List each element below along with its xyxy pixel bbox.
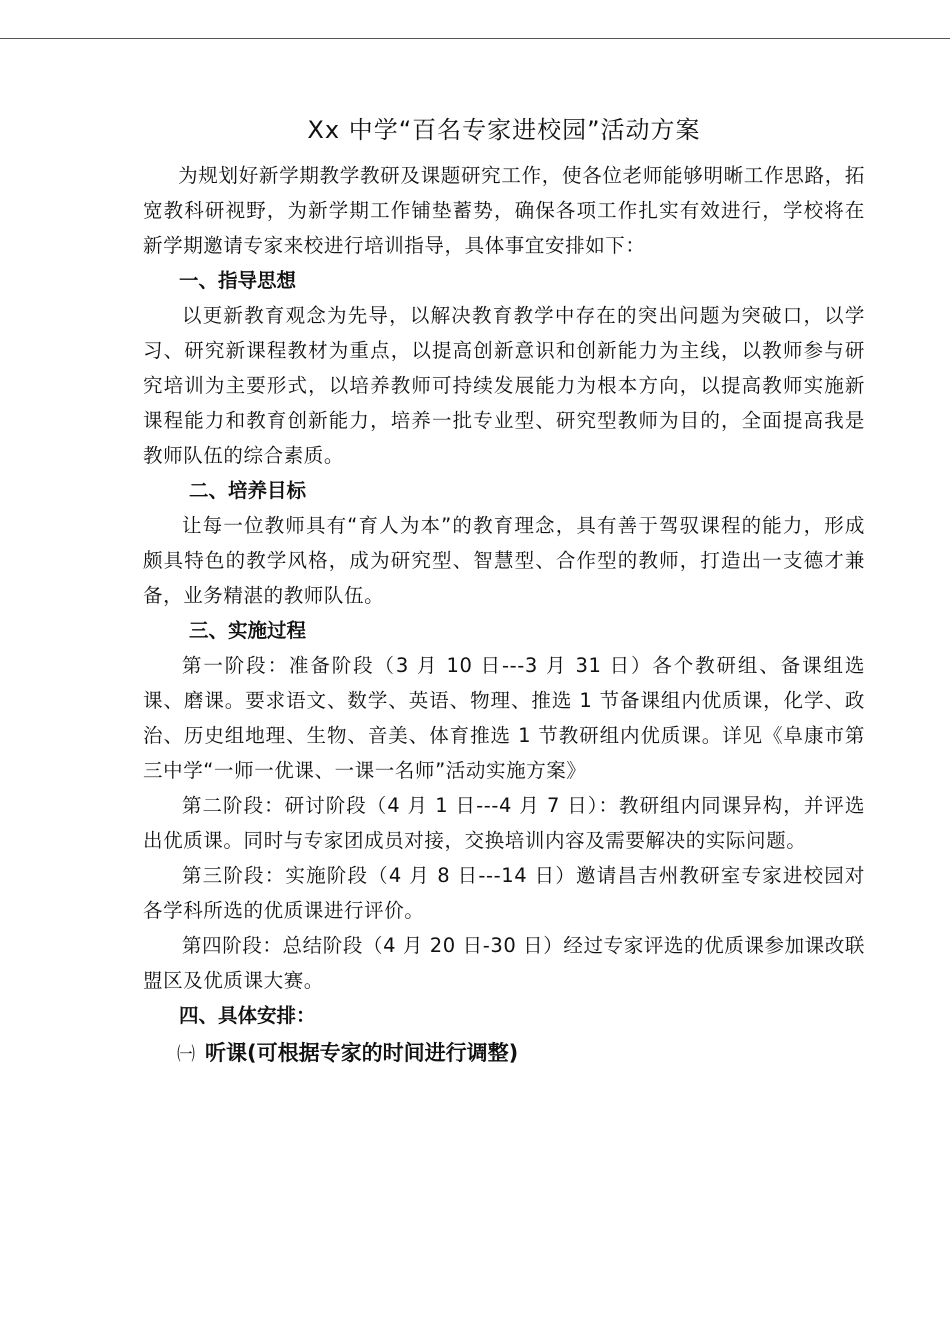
section-heading-arrangement: 四、具体安排： [179, 1004, 316, 1027]
document-title: Xx 中学“百名专家进校园”活动方案 [307, 116, 701, 144]
implementation-stage-4: 第四阶段：总结阶段（4 月 20 日-30 日）经过专家评选的优质课参加课改联盟区及优质课大赛。 [143, 934, 865, 992]
section-heading-guiding-ideology: 一、指导思想 [179, 269, 297, 292]
training-goals-paragraph: 让每一位教师具有“育人为本”的教育理念，具有善于驾驭课程的能力，形成颇具特色的教学风格，成为研究型、智慧型、合作型的教师，打造出一支德才兼备，业务精湛的教师队伍。 [143, 514, 865, 607]
subsection-marker: ㈠ [177, 1044, 195, 1065]
section-heading-training-goals: 二、培养目标 [189, 479, 307, 502]
subsection-title: 听课(可根据专家的时间进行调整) [205, 1041, 519, 1065]
subsection-lesson-observation [143, 1033, 865, 1075]
implementation-stage-1: 第一阶段：准备阶段（3 月 10 日---3 月 31 日）各个教研组、备课组选课、磨课。要求语文、数学、英语、物理、推选 1 节备课组内优质课，化学、政治、历史组地理、生物、音美、体育推选 1 节教研组内优质课。详见《阜康市第三中学“一师一优课、一课一名师”活动实施方案》 [143, 654, 865, 782]
intro-paragraph: 为规划好新学期教学教研及课题研究工作，使各位老师能够明晰工作思路，拓宽教科研视野，为新学期工作铺垫蓄势，确保各项工作扎实有效进行，学校将在新学期邀请专家来校进行培训指导，具体事宜安排如下： [143, 164, 865, 257]
guiding-ideology-paragraph: 以更新教育观念为先导，以解决教育教学中存在的突出问题为突破口，以学习、研究新课程教材为重点，以提高创新意识和创新能力为主线，以教师参与研究培训为主要形式，以培养教师可持续发展能力为根本方向，以提高教师实施新课程能力和教育创新能力，培养一批专业型、研究型教师为目的，全面提高我是教师队伍的综合素质。 [143, 304, 865, 467]
implementation-stage-2: 第二阶段：研讨阶段（4 月 1 日---4 月 7 日）：教研组内同课异构，并评选出优质课。同时与专家团成员对接，交换培训内容及需要解决的实际问题。 [143, 794, 865, 852]
header-rule [0, 38, 950, 39]
document-body [143, 108, 865, 1075]
implementation-stage-3: 第三阶段：实施阶段（4 月 8 日---14 日）邀请昌吉州教研室专家进校园对各学科所选的优质课进行评价。 [143, 864, 865, 922]
section-heading-implementation: 三、实施过程 [189, 619, 307, 642]
